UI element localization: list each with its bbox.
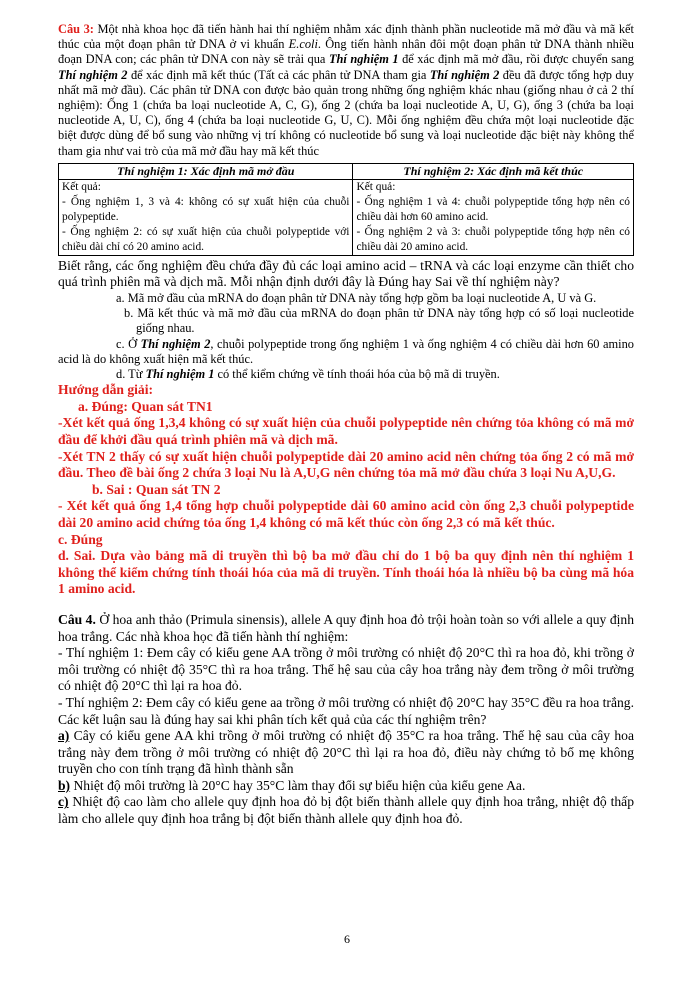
option-b: b. Mã kết thúc và mã mở đầu của mRNA do đoạn phân tử DNA này tổng hợp có số loại nucleotide giống nhau.: [124, 306, 634, 336]
option-d: d. Từ Thí nghiệm 1 có thể kiểm chứng về tính thoái hóa của bộ mã di truyền.: [116, 367, 500, 382]
question-4-statement-c: c) Nhiệt độ cao làm cho allele quy định hoa đỏ bị đột biến thành allele quy định hoa trắng, nhiệt độ thấp làm cho allele quy định hoa trắng bị đột biến thành allele quy định hoa đỏ.: [58, 794, 634, 827]
question-4-statement-a: a) Cây có kiểu gene AA khi trồng ở môi trường có nhiệt độ 35°C ra hoa trắng. Thế hệ sau của cây hoa trắng này đem trồng ở môi trường có nhiệt độ 20°C thì lại ra hoa đỏ, điều này chứng tỏ bố mẹ không truyền cho con tính trạng đã hình thành sẵn: [58, 728, 634, 777]
option-a: a. Mã mở đầu của mRNA do đoạn phân tử DNA này tổng hợp gồm ba loại nucleotide A, U và G.: [116, 291, 597, 306]
question-4-label: Câu 4.: [58, 611, 96, 627]
guide-a-line-1: -Xét kết quả ống 1,3,4 không có sự xuất hiện của chuỗi polypeptide nên chứng tỏa không có mã mở đầu để khởi đầu quá trình phiên mã và dịch mã.: [58, 415, 634, 448]
question-4-experiment-1: - Thí nghiệm 1: Đem cây có kiểu gene AA trồng ở môi trường có nhiệt độ 20°C thì ra hoa đỏ, khi trồng ở môi trường có nhiệt độ 35°C thì ra hoa trắng. Thế hệ sau của cây hoa trắng này đem trồng ở môi trường có nhiệt độ 20°C thì lại ra hoa đỏ.: [58, 645, 634, 694]
table-cell-experiment-1: Kết quả: - Ống nghiệm 1, 3 và 4: không có sự xuất hiện của chuỗi polypeptide. - Ống nghiệm 2: có sự xuất hiện của chuỗi polypeptide với chiều dài chỉ có 20 amino acid.: [59, 179, 353, 255]
question-3-label: Câu 3:: [58, 22, 94, 36]
guide-a-line-2: -Xét TN 2 thấy có sự xuất hiện chuỗi polypeptide dài 20 amino acid nên chứng tỏa ống 2 có mã mở đầu. Theo đề bài ống 2 chứa 3 loại Nu là A,U,G nên chứng tỏa mã mở đầu chứa 3 loại Nu A,U,G.: [58, 448, 634, 481]
guide-b-line: - Xét kết quả ống 1,4 tổng hợp chuỗi polypeptide dài 60 amino acid còn ống 2,3 chuỗi polypeptide dài 20 amino acid chứng tỏa ống 1,4 không có mã kết thúc còn ống 2,3 có mã kết thúc.: [58, 498, 634, 530]
question-3-prompt: Biết rằng, các ống nghiệm đều chứa đầy đủ các loại amino acid – tRNA và các loại enzyme cần thiết cho quá trình phiên mã và dịch mã. Mỗi nhận định dưới đây là Đúng hay Sai về thí nghiệm này?: [58, 257, 634, 290]
question-4-statement-b: b) Nhiệt độ môi trường là 20°C hay 35°C làm thay đổi sự biểu hiện của kiểu gene Aa.: [58, 777, 526, 793]
option-c: c. Ở Thí nghiệm 2, chuỗi polypeptide trong ống nghiệm 1 và ống nghiệm 4 có chiều dài hơn 60 amino acid là do không xuất hiện mã kết thúc.: [58, 336, 634, 366]
guide-b-heading: b. Sai : Quan sát TN 2: [92, 481, 221, 497]
question-4-experiment-2: - Thí nghiệm 2: Đem cây có kiểu gene aa trồng ở môi trường có nhiệt độ 20°C hay 35°C đều ra hoa trắng.: [58, 694, 634, 710]
table-header-experiment-1: Thí nghiệm 1: Xác định mã mở đầu: [59, 163, 353, 179]
document-page: [58, 22, 634, 828]
guide-a-heading: a. Đúng: Quan sát TN1: [78, 398, 213, 414]
experiment-table: [58, 163, 634, 256]
page-number: 6: [344, 932, 350, 946]
question-4-prompt: Các kết luận sau là đúng hay sai khi phân tích kết quả của các thí nghiệm trên?: [58, 711, 487, 727]
table-cell-experiment-2: Kết quả: - Ống nghiệm 1 và 4: chuỗi polypeptide tổng hợp nên có chiều dài hơn 60 amino acid. - Ống nghiệm 2 và 3: chuỗi polypeptide tổng hợp nên có chiều dài 20 amino acid.: [353, 179, 634, 255]
guide-d-line: d. Sai. Dựa vào bảng mã di truyền thì bộ ba mở đầu chỉ do 1 bộ ba quy định nên thí nghiệm 1 không thể kiểm chứng tính thoái hóa của mã di truyền. Tính thoái hóa là nhiều bộ ba cùng mã hóa 1 amino acid.: [58, 548, 634, 597]
question-4-intro: Câu 4. Ở hoa anh thảo (Primula sinensis), allele A quy định hoa đỏ trội hoàn toàn so với allele a quy định hoa trắng. Các nhà khoa học đã tiến hành thí nghiệm:: [58, 611, 634, 644]
guide-title: Hướng dẫn giải:: [58, 382, 154, 398]
table-header-experiment-2: Thí nghiệm 2: Xác định mã kết thúc: [353, 163, 634, 179]
question-3-intro: Câu 3: Một nhà khoa học đã tiến hành hai thí nghiệm nhằm xác định thành phần nucleotide mã mở đầu và mã kết thúc của một đoạn phân tử DNA ở vi khuẩn E.coli. Ông tiến hành nhân đôi một đoạn phân tử DNA thành nhiều đoạn DNA con; các phân tử DNA con này sẽ trải qua Thí nghiệm 1 để xác định mã mở đầu, rồi được chuyển sang Thí nghiệm 2 để xác định mã kết thúc (Tất cả các phân tử DNA tham gia Thí nghiệm 2 đều đã được tổng hợp duy nhất mã mở đầu). Các phân tử DNA con được bảo quản trong những ống nghiệm khác nhau (giống nhau ở cả 2 thí nghiệm): Ống 1 (chứa ba loại nucleotide A, C, G), ống 2 (chứa ba loại nucleotide A, U, G), ống 3 (chứa ba loại nucleotide A, U, C), ống 4 (chứa ba loại nucleotide G, U, C). Mỗi ống nghiệm đều chứa một loại nucleotide đặc biệt được dùng để bổ sung vào những vị trí không có nucleotide bổ sung và loại nucleotide đặc biệt này không thể tham gia như vai trò của mã mở đầu hay mã kết thúc: [58, 22, 635, 158]
guide-c-heading: c. Đúng: [58, 531, 103, 547]
